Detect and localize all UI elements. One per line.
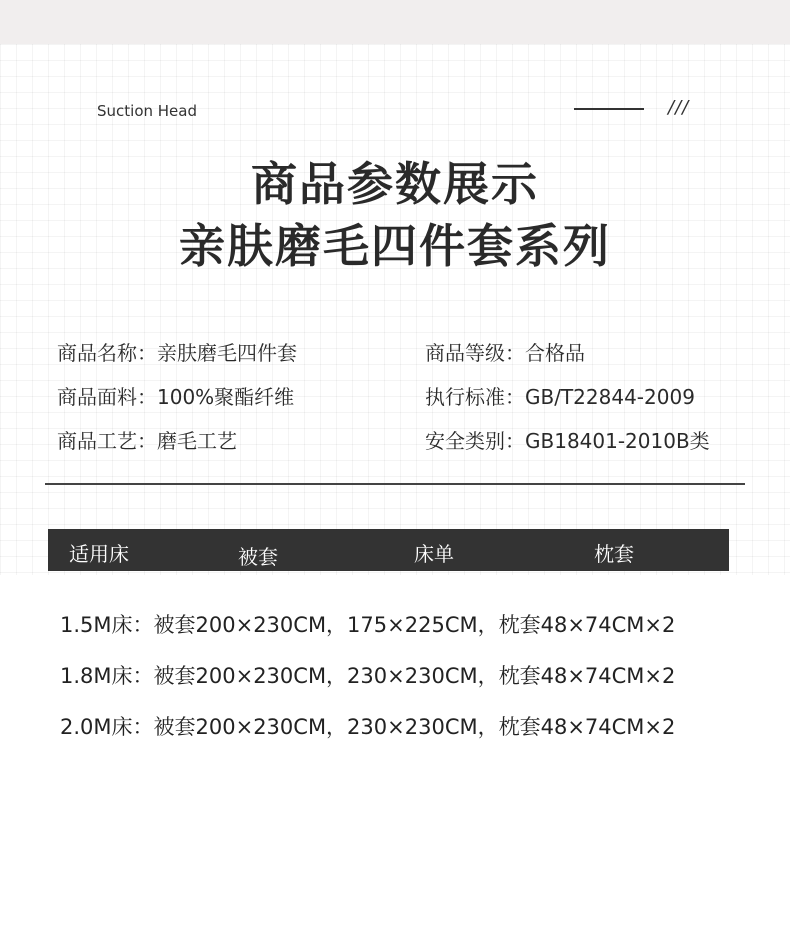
param-value: GB/T22844-2009	[525, 385, 695, 409]
page-subtitle: 亲肤磨毛四件套系列	[179, 219, 611, 273]
param-product-name	[57, 337, 297, 366]
param-product-grade	[425, 337, 585, 366]
top-strip	[0, 0, 790, 44]
param-value: 磨毛工艺	[157, 429, 237, 453]
param-label: 安全类别：	[425, 429, 525, 453]
param-value: 100%聚酯纤维	[157, 385, 295, 409]
header-bed-sheet: 床单	[414, 542, 454, 566]
grid-background	[0, 44, 790, 575]
param-craft	[57, 425, 237, 454]
header-duvet-cover: 被套	[238, 545, 278, 569]
spec-row-2-0m: 2.0M床：被套200×230CM，230×230CM，枕套48×74CM×2	[60, 715, 676, 739]
param-label: 执行标准：	[425, 385, 525, 409]
param-label: 商品等级：	[425, 341, 525, 365]
brand-label: Suction Head	[97, 102, 197, 120]
decorative-line	[574, 108, 644, 110]
spec-row-1-8m: 1.8M床：被套200×230CM，230×230CM，枕套48×74CM×2	[60, 664, 676, 688]
param-value: GB18401-2010B类	[525, 429, 710, 453]
size-table-header	[48, 529, 729, 571]
param-label: 商品工艺：	[57, 429, 157, 453]
header-pillowcase: 枕套	[594, 542, 634, 566]
param-standard	[425, 381, 695, 410]
decorative-slashes: ///	[668, 97, 690, 118]
param-value: 亲肤磨毛四件套	[157, 341, 297, 365]
param-safety-class	[425, 425, 710, 454]
param-fabric	[57, 381, 294, 410]
param-label: 商品面料：	[57, 385, 157, 409]
divider	[45, 483, 745, 485]
param-value: 合格品	[525, 341, 585, 365]
spec-row-1-5m: 1.5M床：被套200×230CM，175×225CM，枕套48×74CM×2	[60, 613, 676, 637]
header-bed-size: 适用床	[69, 542, 129, 566]
page-title: 商品参数展示	[251, 157, 539, 211]
param-label: 商品名称：	[57, 341, 157, 365]
